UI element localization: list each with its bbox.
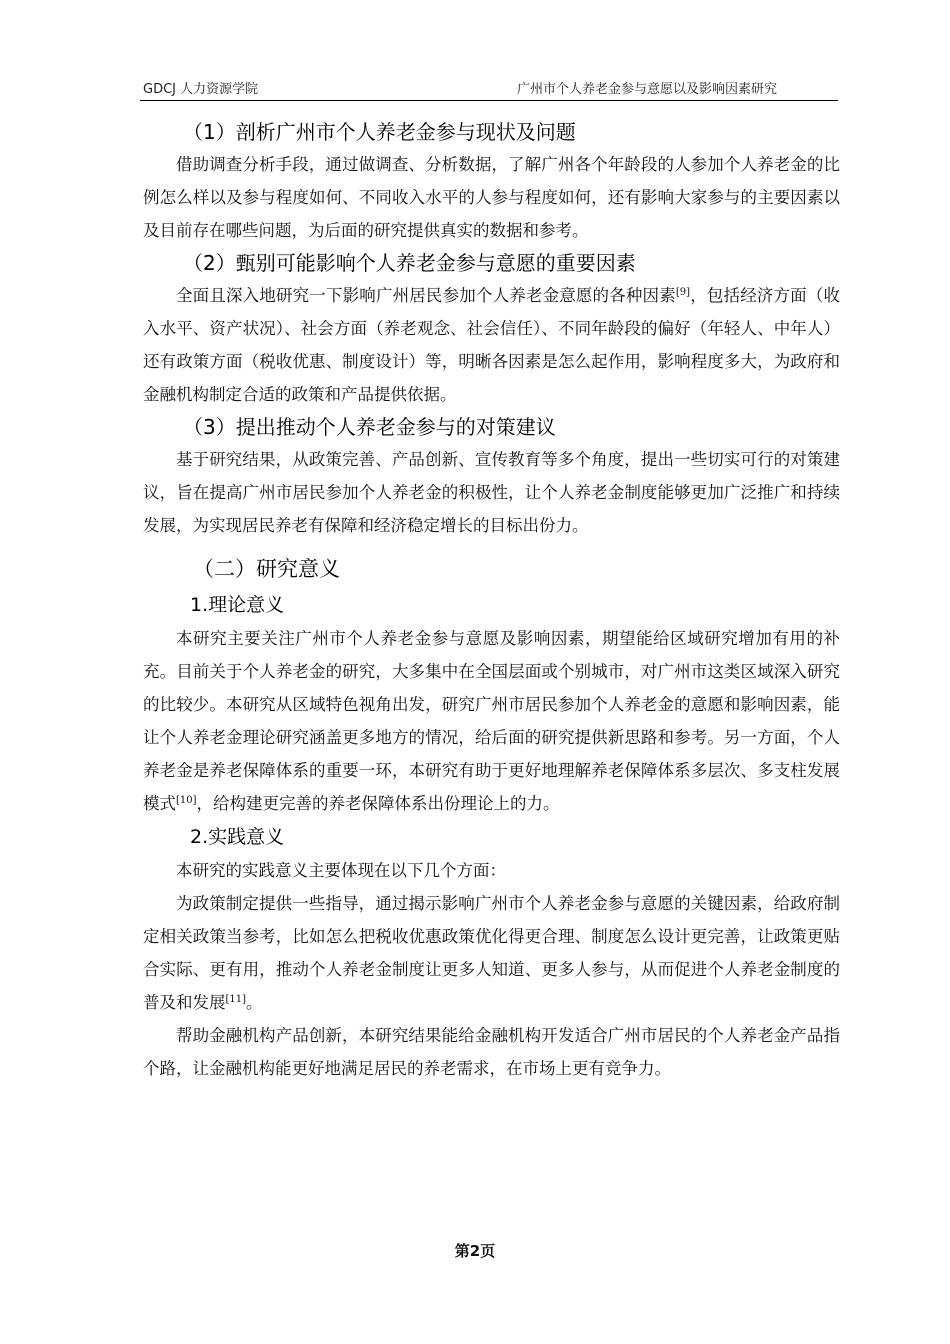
citation-11: [11] xyxy=(225,994,247,1005)
page-number: 第2页 xyxy=(454,1242,496,1260)
citation-10: [10] xyxy=(176,795,197,806)
header-title: 广州市个人养老金参与意愿以及影响因素研究 xyxy=(516,82,777,97)
paragraph-3: 基于研究结果，从政策完善、产品创新、宣传教育等多个角度，提出一些切实可行的对策建议，旨在提高广州市居民参加个人养老金的积极性，让个人养老金制度能够更加广泛推广和持续发展，为实现居民养老有保障和经济稳定增长的目标出份力。 xyxy=(143,450,840,535)
section-heading-3: （3）提出推动个人养老金参与的对策建议 xyxy=(183,415,556,439)
paragraph-2: 全面且深入地研究一下影响广州居民参加个人养老金意愿的各种因素[9]，包括经济方面（收入水平、资产状况）、社会方面（养老观念、社会信任）、不同年龄段的偏好（年轻人、中年人）还有政策方面（税收优惠、制度设计）等，明晰各因素是怎么起作用，影响程度多大，为政府和金融机构制定合适的政策和产品提供依据。 xyxy=(143,286,841,404)
citation-9: [9] xyxy=(675,287,691,298)
paragraph-practice-finance: 帮助金融机构产品创新，本研究结果能给金融机构开发适合广州市居民的个人养老金产品指个路，让金融机构能更好地满足居民的养老需求，在市场上更有竞争力。 xyxy=(143,1026,840,1078)
section-heading-2: （2）甄别可能影响个人养老金参与意愿的重要因素 xyxy=(183,251,636,275)
section-heading-1: （1）剖析广州市个人养老金参与现状及问题 xyxy=(183,120,576,144)
paragraph-practice-intro: 本研究的实践意义主要体现在以下几个方面： xyxy=(176,861,506,880)
subheading-theory: 1.理论意义 xyxy=(190,594,285,616)
page-header xyxy=(143,78,807,100)
section-heading-significance: （二）研究意义 xyxy=(193,557,340,581)
subheading-practice: 2.实践意义 xyxy=(190,826,285,848)
header-institution: GDCJ 人力资源学院 xyxy=(143,82,259,97)
paragraph-1: 借助调查分析手段，通过做调查、分析数据，了解广州各个年龄段的人参加个人养老金的比例怎么样以及参与程度如何、不同收入水平的人参与程度如何，还有影响大家参与的主要因素以及目前存在哪些问题，为后面的研究提供真实的数据和参考。 xyxy=(143,155,840,240)
document-body xyxy=(143,116,840,1085)
paragraph-practice-policy: 为政策制定提供一些指导，通过揭示影响广州市个人养老金参与意愿的关键因素，给政府制定相关政策当参考，比如怎么把税收优惠政策优化得更合理、制度怎么设计更完善，让政策更贴合实际、更有用，推动个人养老金制度让更多人知道、更多人参与，从而促进个人养老金制度的普及和发展[11]。 xyxy=(143,894,840,1012)
paragraph-theory: 本研究主要关注广州市个人养老金参与意愿及影响因素，期望能给区域研究增加有用的补充。目前关于个人养老金的研究，大多集中在全国层面或个别城市，对广州市这类区域深入研究的比较少。本研究从区域特色视角出发，研究广州市居民参加个人养老金的意愿和影响因素，能让个人养老金理论研究涵盖更多地方的情况，给后面的研究提供新思路和参考。另一方面，个人养老金是养老保障体系的重要一环，本研究有助于更好地理解养老保障体系多层次、多支柱发展模式[10]，给构建更完善的养老保障体系出份理论上的力。 xyxy=(143,629,840,813)
header-divider xyxy=(140,100,838,101)
